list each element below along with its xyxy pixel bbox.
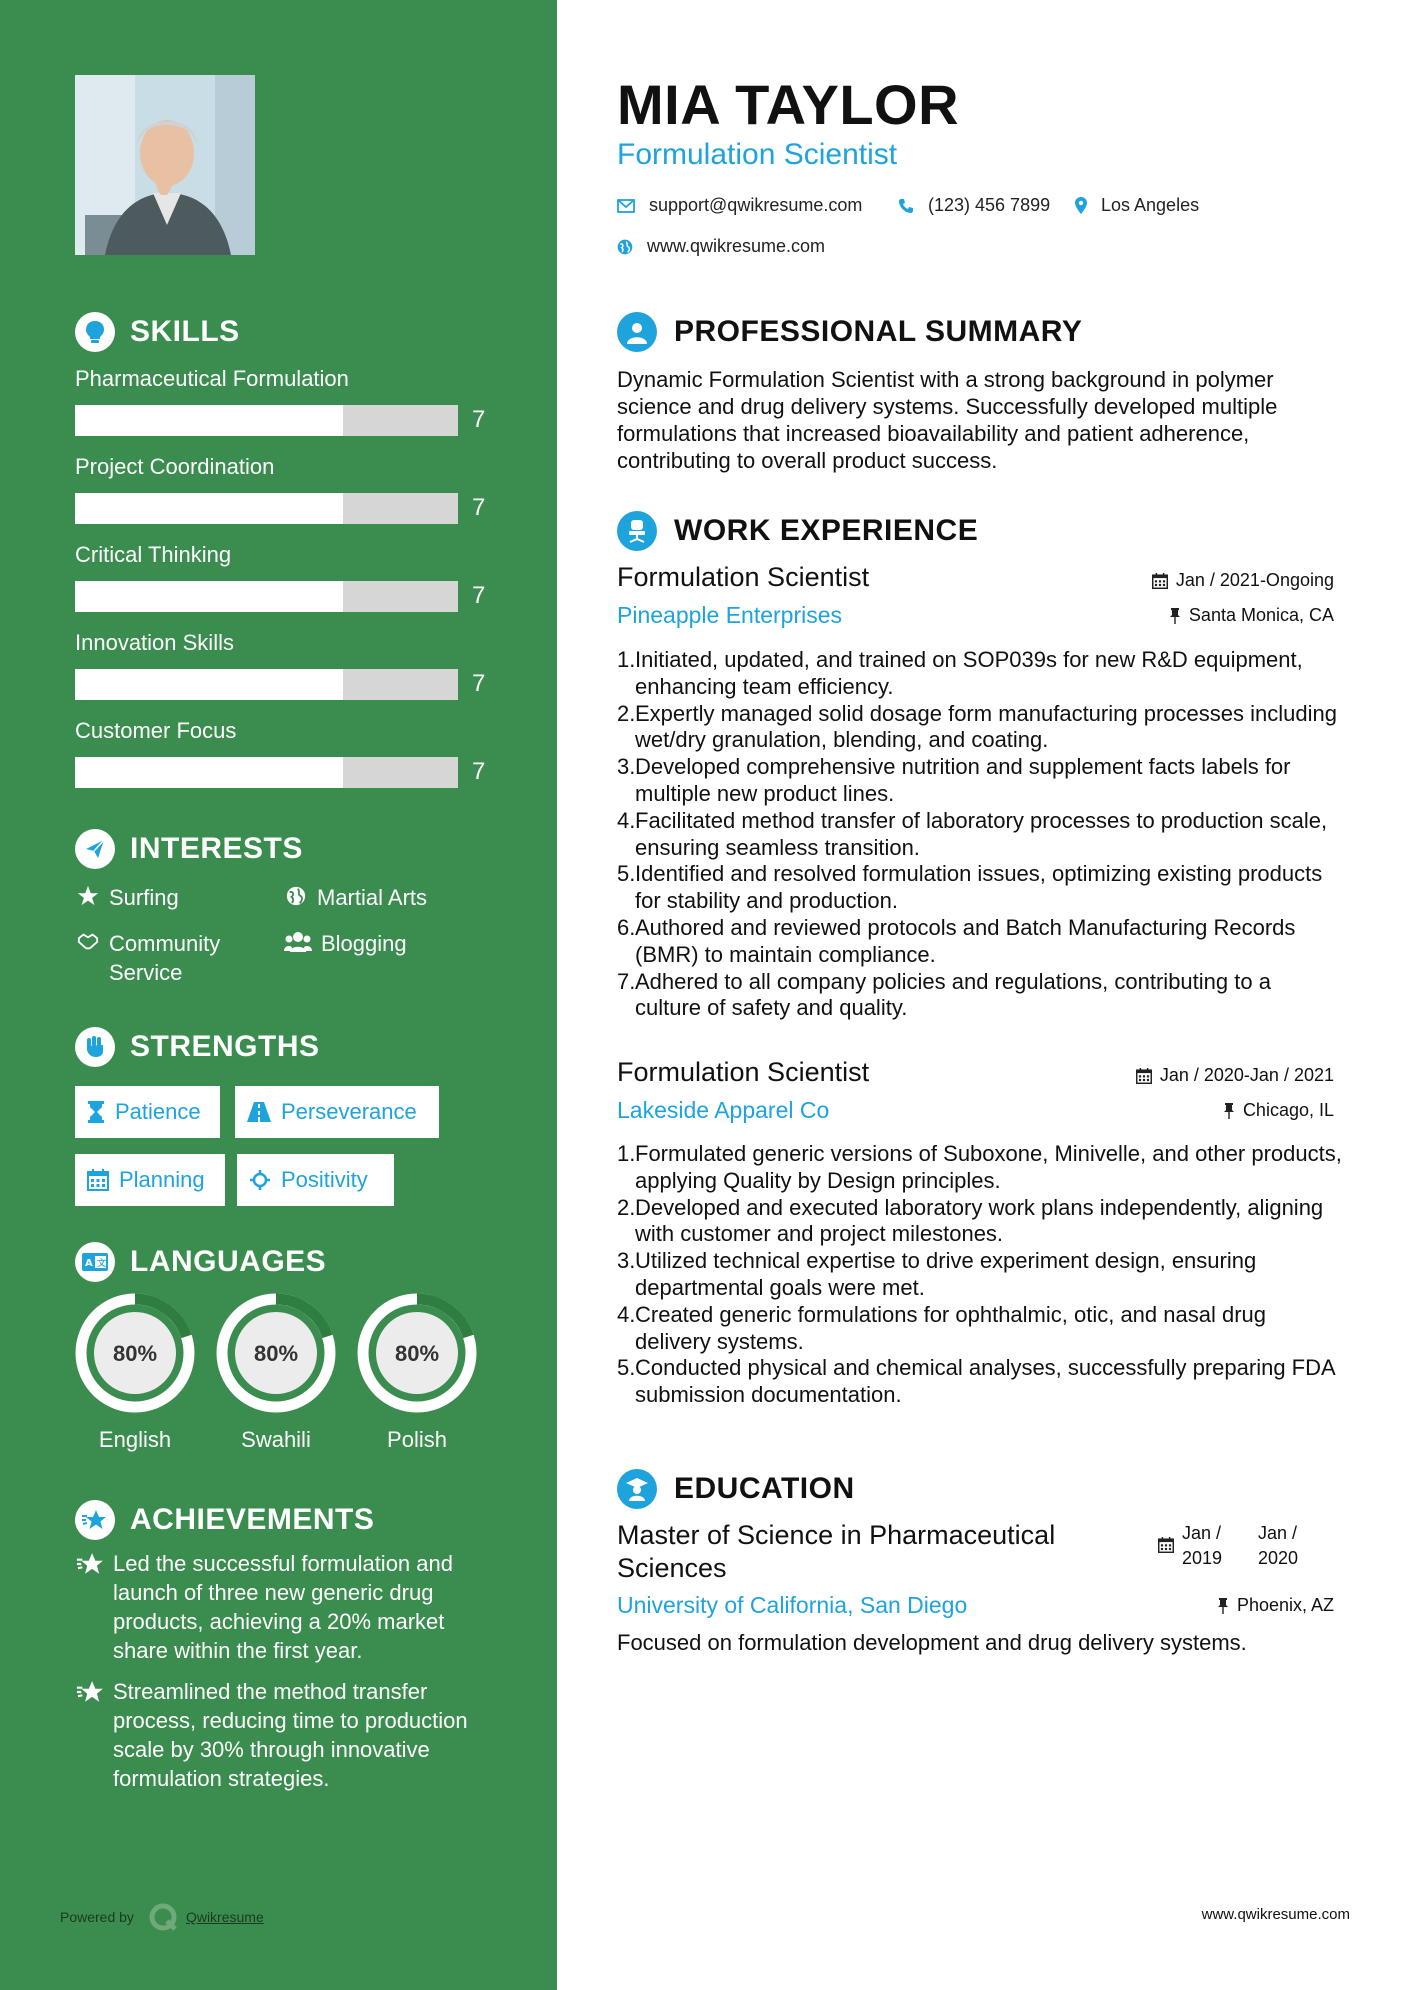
strength-badge-positivity [237, 1154, 394, 1206]
globe-icon [617, 239, 633, 255]
graduate-icon [617, 1469, 657, 1509]
duty-number: 3. [617, 754, 636, 780]
language-percent: 80% [112, 1341, 158, 1366]
duty-item [617, 1141, 1342, 1195]
duty-number: 3. [617, 1248, 636, 1274]
duty-number: 6. [617, 914, 636, 940]
language-gauge [74, 1292, 196, 1419]
interest-label: Community Service [109, 931, 221, 985]
award-star-icon [75, 1549, 113, 1665]
education-end: Jan / 2020 [1258, 1523, 1299, 1568]
duty-item [617, 1195, 1342, 1249]
duty-number: 4. [617, 807, 636, 833]
job-location [1223, 1100, 1334, 1121]
experience-title: WORK EXPERIENCE [674, 514, 979, 547]
education-degree: Master of Science in Pharmaceutical Sciences [617, 1520, 1056, 1583]
duty-item [617, 1248, 1342, 1302]
duty-text: Conducted physical and chemical analyses, successfully preparing FDA submission documentation. [635, 1355, 1335, 1408]
svg-text:文: 文 [97, 1259, 107, 1269]
interest-item-blogging [283, 929, 407, 958]
duty-number: 7. [617, 968, 636, 994]
skill-name: Pharmaceutical Formulation [75, 366, 349, 391]
strength-badge-planning [75, 1154, 225, 1206]
education-description: Focused on formulation development and drug delivery systems. [617, 1630, 1247, 1655]
user-icon [617, 312, 657, 352]
fist-icon [75, 1027, 115, 1067]
strength-label: Perseverance [281, 1099, 417, 1124]
job-dates-text: Jan / 2021-Ongoing [1175, 570, 1334, 590]
skill-bar-fill [75, 493, 343, 524]
sun-icon [249, 1169, 271, 1191]
duty-text: Utilized technical expertise to drive experiment design, ensuring departmental goals were met. [635, 1248, 1257, 1300]
calendar-icon [1158, 1521, 1174, 1571]
language-gauge [215, 1292, 337, 1419]
email-text[interactable]: support@qwikresume.com [649, 195, 863, 215]
duty-number: 2. [617, 700, 636, 726]
job-dates [1152, 570, 1334, 591]
users-icon [283, 929, 313, 953]
achievements-heading [75, 1500, 374, 1540]
star-icon [75, 883, 101, 907]
summary-title: PROFESSIONAL SUMMARY [674, 315, 1083, 348]
location-text: Los Angeles [1101, 195, 1200, 215]
duty-number: 4. [617, 1301, 636, 1327]
job-company: Lakeside Apparel Co [617, 1097, 830, 1123]
education-heading [617, 1469, 855, 1509]
education-title: EDUCATION [674, 1472, 855, 1505]
calendar-icon [1152, 573, 1168, 589]
education-dates [1158, 1521, 1298, 1571]
powered-by-label: Powered by [60, 1909, 134, 1925]
calendar-icon [87, 1169, 109, 1191]
achievement-item [75, 1677, 495, 1793]
achievements-title: ACHIEVEMENTS [130, 1503, 375, 1536]
award-star-icon [75, 1500, 115, 1540]
job-duties [617, 647, 1342, 1022]
duty-text: Identified and resolved formulation issues, optimizing existing products for stability and production. [635, 861, 1323, 914]
powered-by [60, 1902, 264, 1932]
achievement-item [75, 1549, 495, 1665]
pushpin-icon [1223, 1103, 1235, 1119]
summary-heading [617, 312, 1082, 352]
pushpin-icon [1169, 608, 1181, 624]
strengths-heading [75, 1027, 320, 1067]
duty-item [617, 861, 1342, 915]
calendar-icon [1136, 1068, 1152, 1084]
qwikresume-link[interactable]: Qwikresume [185, 1909, 264, 1925]
education-school: University of California, San Diego [617, 1592, 968, 1618]
duty-number: 1. [617, 1141, 636, 1166]
skills-heading [75, 312, 240, 352]
education-location [1217, 1595, 1334, 1616]
duty-item [617, 647, 1342, 701]
duty-item [617, 701, 1342, 755]
job-company: Pineapple Enterprises [617, 602, 843, 628]
contact-phone [898, 195, 1050, 216]
skill-value: 7 [472, 406, 486, 433]
language-percent: 80% [394, 1341, 440, 1366]
website-text[interactable]: www.qwikresume.com [647, 236, 826, 256]
job-dates [1136, 1065, 1334, 1086]
skill-value: 7 [472, 582, 486, 609]
language-card-icon [75, 1242, 115, 1282]
job-role: Formulation Scientist [617, 562, 870, 592]
language-percent: 80% [253, 1341, 299, 1366]
interest-label: Blogging [321, 931, 407, 956]
achievement-text: Led the successful formulation and launch of three new generic drug products, achieving a 20% market share within the first year. [113, 1551, 453, 1663]
job-dates-text: Jan / 2020-Jan / 2021 [1159, 1065, 1334, 1085]
language-name: Swahili [241, 1427, 311, 1452]
contact-location [1075, 195, 1199, 216]
skill-bar-fill [75, 757, 343, 788]
skill-name: Project Coordination [75, 454, 275, 479]
contact-website [617, 236, 825, 257]
skill-value: 7 [472, 758, 486, 785]
skill-value: 7 [472, 670, 486, 697]
skill-bar [75, 581, 458, 612]
candidate-title: Formulation Scientist [617, 138, 898, 171]
hourglass-icon [87, 1101, 105, 1123]
envelope-icon [617, 199, 635, 213]
language-gauge [356, 1292, 478, 1419]
award-star-icon [75, 1677, 113, 1793]
duty-number: 2. [617, 1194, 636, 1220]
svg-text:A: A [85, 1258, 93, 1269]
skill-bar-fill [75, 669, 343, 700]
languages-title: LANGUAGES [130, 1245, 327, 1278]
duty-item [617, 1355, 1342, 1409]
skills-title: SKILLS [130, 315, 240, 348]
experience-heading [617, 511, 978, 551]
duty-item [617, 754, 1342, 808]
interest-label: Surfing [109, 885, 179, 910]
duty-text: Facilitated method transfer of laboratory processes to production scale, ensuring seamless transition. [635, 807, 1328, 860]
handshake-icon [75, 929, 101, 951]
duty-number: 5. [617, 861, 636, 887]
interest-item-surfing [75, 883, 179, 912]
phone-text: (123) 456 7899 [928, 195, 1051, 215]
interests-title: INTERESTS [130, 832, 303, 865]
duty-text: Created generic formulations for ophthalmic, otic, and nasal drug delivery systems. [635, 1301, 1267, 1354]
duty-text: Authored and reviewed protocols and Batch Manufacturing Records (BMR) to maintain compliance. [635, 914, 1296, 967]
phone-icon [898, 198, 914, 214]
skill-bar [75, 757, 458, 788]
interests-heading [75, 829, 303, 869]
strength-label: Planning [119, 1167, 205, 1192]
job-location-text: Santa Monica, CA [1188, 605, 1334, 625]
language-name: Polish [387, 1427, 447, 1452]
job-location-text: Chicago, IL [1242, 1100, 1334, 1120]
strength-label: Positivity [281, 1167, 368, 1192]
summary-text: Dynamic Formulation Scientist with a strong background in polymer science and drug delivery systems. Successfully developed multiple formulations that increased bioavailability and patient adherence, contributing to overall product success. [617, 367, 1278, 473]
strength-badge-perseverance [235, 1086, 439, 1138]
duty-number: 5. [617, 1355, 636, 1381]
profile-photo [75, 75, 255, 255]
skill-name: Innovation Skills [75, 630, 234, 655]
duty-item [617, 969, 1342, 1023]
footer-website[interactable]: www.qwikresume.com [1201, 1906, 1350, 1923]
chair-icon [617, 511, 657, 551]
skill-value: 7 [472, 494, 486, 521]
language-name: English [98, 1427, 172, 1452]
strength-label: Patience [115, 1099, 201, 1124]
candidate-name: MIA TAYLOR [617, 73, 960, 136]
job-location [1169, 605, 1334, 626]
skill-name: Critical Thinking [75, 542, 232, 567]
achievement-text: Streamlined the method transfer process, reducing time to production scale by 30% through innovative formulation strategies. [113, 1679, 468, 1791]
job-role: Formulation Scientist [617, 1057, 870, 1087]
skill-name: Customer Focus [75, 718, 237, 743]
duty-item [617, 915, 1342, 969]
skill-bar-fill [75, 581, 343, 612]
strength-badge-patience [75, 1086, 220, 1138]
languages-heading [75, 1242, 326, 1282]
qwikresume-logo-icon [148, 1902, 178, 1932]
interest-item-martial-arts [283, 883, 427, 912]
pushpin-icon [1217, 1598, 1229, 1614]
strengths-title: STRENGTHS [130, 1030, 320, 1063]
interest-item-community-service [75, 929, 220, 987]
road-icon [247, 1102, 271, 1122]
sidebar [0, 0, 557, 1990]
duty-item [617, 1302, 1342, 1356]
education-start: Jan / 2019 [1182, 1523, 1223, 1568]
skill-bar-fill [75, 405, 343, 436]
duty-number: 1. [617, 647, 636, 672]
contact-email [617, 195, 862, 216]
duty-text: Expertly managed solid dosage form manufacturing processes including wet/dry granulation, blending, and coating. [635, 700, 1337, 753]
education-location-text: Phoenix, AZ [1236, 1595, 1334, 1615]
interest-label: Martial Arts [317, 885, 428, 910]
lightbulb-icon [75, 312, 115, 352]
skill-bar [75, 405, 458, 436]
duty-text: Adhered to all company policies and regulations, contributing to a culture of safety and quality. [635, 968, 1271, 1021]
duty-item [617, 808, 1342, 862]
job-duties [617, 1141, 1342, 1409]
globe-icon [283, 883, 309, 907]
paper-plane-icon [75, 829, 115, 869]
duty-text: Formulated generic versions of Suboxone, Minivelle, and other products, applying Quality by Design principles. [635, 1141, 1342, 1193]
map-marker-icon [1075, 197, 1087, 214]
duty-text: Developed comprehensive nutrition and supplement facts labels for multiple new product lines. [635, 754, 1291, 806]
duty-text: Developed and executed laboratory work plans independently, aligning with customer and project milestones. [635, 1194, 1324, 1247]
duty-text: Initiated, updated, and trained on SOP039s for new R&D equipment, enhancing team efficiency. [635, 647, 1303, 699]
skill-bar [75, 493, 458, 524]
skill-bar [75, 669, 458, 700]
